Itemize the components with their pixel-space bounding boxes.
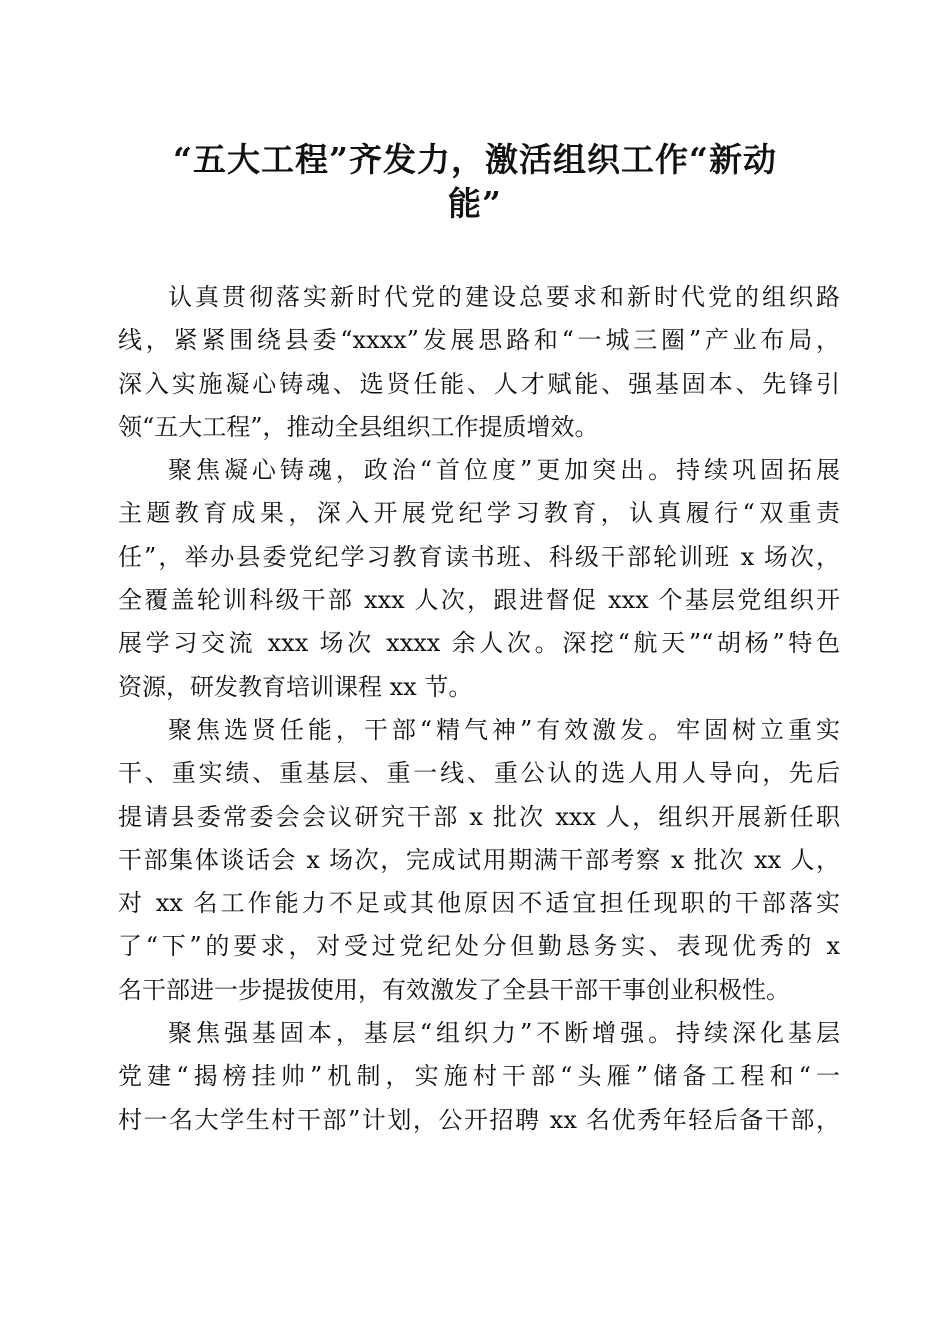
paragraph-line: 主题教育成果，深入开展党纪学习教育，认真履行“双重责 xyxy=(118,499,840,528)
paragraph-line: 党建“揭榜挂帅”机制，实施村干部“头雁”储备工程和“一 xyxy=(118,1062,840,1091)
paragraph-line: 对 xx 名工作能力不足或其他原因不适宜担任现职的干部落实 xyxy=(118,889,840,918)
paragraph xyxy=(118,709,840,1012)
paragraph-line: 聚焦强基固本，基层“组织力”不断增强。持续深化基层 xyxy=(168,1019,840,1048)
paragraph-line: 认真贯彻落实新时代党的建设总要求和新时代党的组织路 xyxy=(168,283,840,311)
paragraph-line: 线，紧紧围绕县委“xxxx”发展思路和“一城三圈”产业布局， xyxy=(118,326,840,355)
paragraph xyxy=(118,449,840,709)
document-title xyxy=(110,138,840,226)
paragraph-line: 任”，举办县委党纪学习教育读书班、科级干部轮训班 x 场次， xyxy=(118,542,840,571)
paragraph-line: 展学习交流 xxx 场次 xxxx 余人次。深挖“航天”“胡杨”特色 xyxy=(118,629,840,658)
paragraph-line: 干、重实绩、重基层、重一线、重公认的选人用人导向，先后 xyxy=(118,759,840,788)
paragraph xyxy=(118,276,840,449)
paragraph-line: 聚焦凝心铸魂，政治“首位度”更加突出。持续巩固拓展 xyxy=(168,456,840,485)
document-body xyxy=(118,276,840,1142)
title-line-2: 能” xyxy=(448,184,502,223)
paragraph-line: 深入实施凝心铸魂、选贤任能、人才赋能、强基固本、先锋引 xyxy=(118,369,840,398)
paragraph-line: 全覆盖轮训科级干部 xxx 人次，跟进督促 xxx 个基层党组织开 xyxy=(118,586,840,615)
paragraph-line: 提请县委常委会会议研究干部 x 批次 xxx 人，组织开展新任职 xyxy=(118,802,840,831)
title-line-1: “五大工程”齐发力，激活组织工作“新动 xyxy=(173,140,777,179)
paragraph-line: 了“下”的要求，对受过党纪处分但勤恳务实、表现优秀的 x xyxy=(118,932,840,961)
paragraph-line: 名干部进一步提拔使用，有效激发了全县干部干事创业积极性。 xyxy=(118,975,790,1004)
paragraph-line: 聚焦选贤任能，干部“精气神”有效激发。牢固树立重实 xyxy=(168,715,840,744)
paragraph xyxy=(118,1012,840,1142)
paragraph-line: 资源，研发教育培训课程 xx 节。 xyxy=(118,672,473,701)
paragraph-line: 干部集体谈话会 x 场次，完成试用期满干部考察 x 批次 xx 人， xyxy=(118,845,840,874)
paragraph-line: 领“五大工程”，推动全县组织工作提质增效。 xyxy=(118,412,599,441)
paragraph-line: 村一名大学生村干部”计划，公开招聘 xx 名优秀年轻后备干部， xyxy=(118,1105,840,1134)
